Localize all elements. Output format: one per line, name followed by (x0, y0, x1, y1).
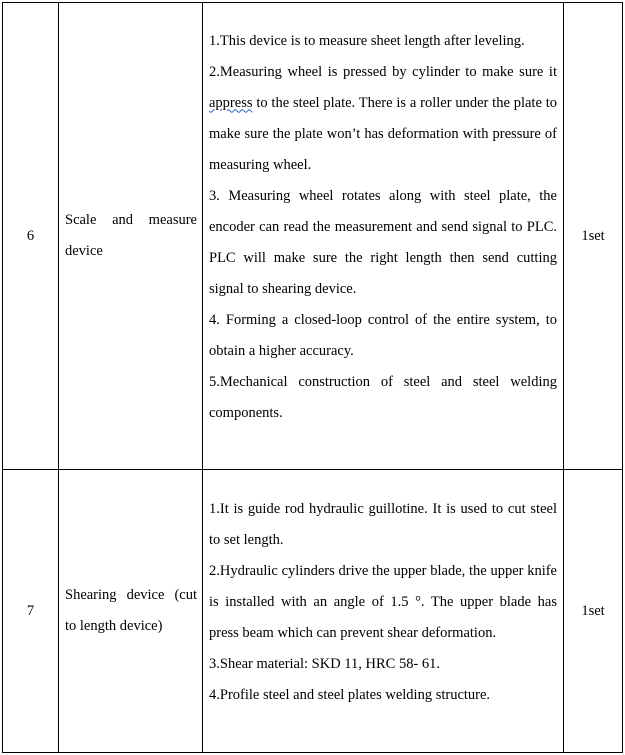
item-quantity: 1set (564, 470, 623, 753)
item-name: Shearing device (cut to length device) (59, 470, 203, 753)
description-point: 4. Forming a closed-loop control of the entire system, to obtain a higher accuracy. (209, 311, 557, 359)
description-point: 1.This device is to measure sheet length after leveling. (209, 32, 525, 49)
table-row-7 (3, 470, 623, 753)
item-quantity: 1set (564, 3, 623, 470)
item-number: 6 (3, 3, 59, 470)
description-point: 2.Hydraulic cylinders drive the upper blade, the upper knife is installed with an angle of 1.5 °. The upper blade has press beam which can prevent shear deformation. (209, 562, 557, 641)
description-point: 2.Measuring wheel is pressed by cylinder to make sure it appress to the steel plate. There is a roller under the plate to make sure the plate won’t has deformation with pressure of measuring wheel. (209, 63, 558, 173)
description-point: 5.Mechanical construction of steel and steel welding components. (209, 373, 557, 421)
table-row-6 (3, 3, 623, 470)
item-description (203, 3, 564, 470)
description-point: 3. Measuring wheel rotates along with steel plate, the encoder can read the measurement and send signal to PLC. PLC will make sure the right length then send cutting signal to shearing device. (209, 187, 557, 297)
item-description (203, 470, 564, 753)
description-point: 3.Shear material: SKD 11, HRC 58- 61. (209, 655, 441, 672)
specification-table (2, 2, 623, 753)
description-point: 4.Profile steel and steel plates welding structure. (209, 686, 491, 703)
item-name: Scale and measure device (59, 3, 203, 470)
item-number: 7 (3, 470, 59, 753)
description-point: 1.It is guide rod hydraulic guillotine. It is used to cut steel to set length. (209, 500, 557, 548)
spellcheck-word: appress (209, 94, 253, 111)
